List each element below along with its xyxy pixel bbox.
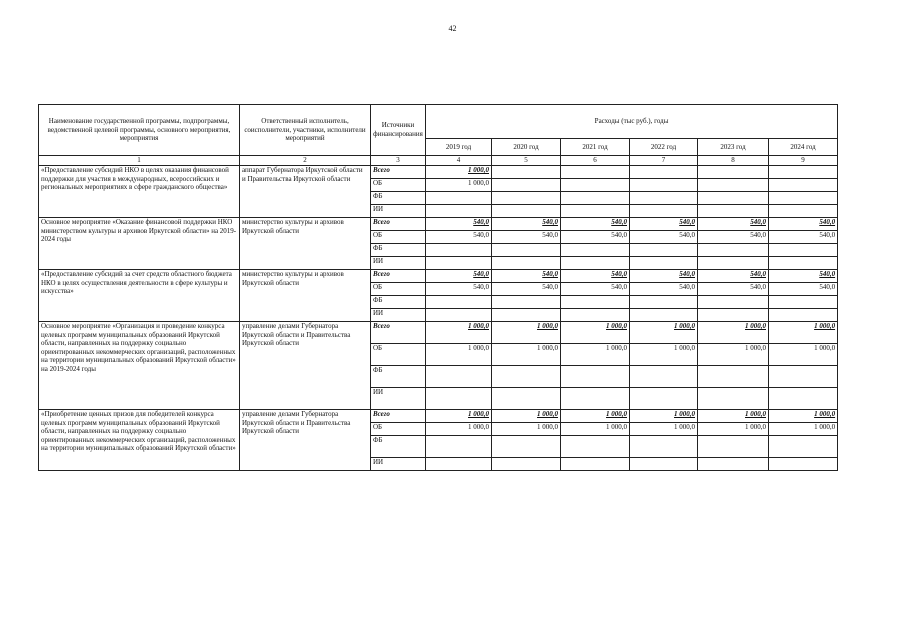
expense-value: 1 000,0: [426, 179, 492, 192]
funding-source: Всего: [371, 322, 426, 344]
expense-value: 1 000,0: [426, 344, 492, 366]
expense-value: [630, 366, 698, 388]
expense-value: 1 000,0: [492, 344, 561, 366]
expense-value: [769, 458, 838, 471]
expense-value: [769, 166, 838, 179]
expense-value: 1 000,0: [769, 344, 838, 366]
executor: министерство культуры и архивов Иркутской области: [240, 218, 371, 270]
financing-table: [38, 104, 838, 471]
expense-value: 1 000,0: [426, 410, 492, 423]
measure-name: Основное мероприятие «Оказание финансовой поддержки НКО министерством культуры и архивов Иркутской области» на 2019-2024 годы: [39, 218, 240, 270]
expense-value: [561, 388, 630, 410]
header-year: 2019 год: [426, 139, 492, 156]
expense-value: [492, 244, 561, 257]
column-number: 8: [698, 156, 769, 166]
expense-value: [630, 436, 698, 458]
expense-value: [492, 166, 561, 179]
measure-name: «Приобретение ценных призов для победителей конкурса целевых программ муниципальных образований Иркутской области, направленных на поддержку социально ориентированных некоммерческих организаций, расположенных на территории муниципальных образований Иркутской области»: [39, 410, 240, 471]
expense-value: [630, 388, 698, 410]
expense-value: 540,0: [698, 270, 769, 283]
expense-value: [492, 388, 561, 410]
funding-source: ИИ: [371, 257, 426, 270]
expense-value: [492, 309, 561, 322]
expense-value: [769, 388, 838, 410]
table-row: [39, 270, 838, 283]
table-body: [39, 166, 838, 471]
funding-source: ФБ: [371, 244, 426, 257]
expense-value: [426, 458, 492, 471]
expense-value: [630, 458, 698, 471]
expense-value: [698, 244, 769, 257]
page-number: 42: [448, 24, 457, 33]
executor: министерство культуры и архивов Иркутской области: [240, 270, 371, 322]
expense-value: [561, 179, 630, 192]
table-row: [39, 166, 838, 179]
expense-value: 540,0: [426, 218, 492, 231]
column-number: 6: [561, 156, 630, 166]
expense-value: [492, 179, 561, 192]
table-row: [39, 322, 838, 344]
expense-value: 1 000,0: [698, 410, 769, 423]
header-source: Источники финансирования: [371, 105, 426, 156]
expense-value: [630, 205, 698, 218]
expense-value: 540,0: [561, 231, 630, 244]
expense-value: 1 000,0: [561, 344, 630, 366]
column-number-row: [39, 156, 838, 166]
expense-value: [698, 179, 769, 192]
expense-value: [698, 192, 769, 205]
expense-value: [492, 192, 561, 205]
expense-value: 1 000,0: [561, 410, 630, 423]
expense-value: 540,0: [630, 231, 698, 244]
expense-value: [630, 257, 698, 270]
expense-value: [698, 436, 769, 458]
funding-source: ФБ: [371, 296, 426, 309]
expense-value: 540,0: [426, 283, 492, 296]
expense-value: [561, 296, 630, 309]
funding-source: ИИ: [371, 388, 426, 410]
column-number: 5: [492, 156, 561, 166]
expense-value: 540,0: [492, 283, 561, 296]
expense-value: 540,0: [769, 283, 838, 296]
table-row: [39, 410, 838, 423]
expense-value: [561, 366, 630, 388]
expense-value: [769, 205, 838, 218]
expense-value: [698, 458, 769, 471]
expense-value: 1 000,0: [561, 322, 630, 344]
column-number: 2: [240, 156, 371, 166]
table-row: [39, 218, 838, 231]
expense-value: 1 000,0: [698, 423, 769, 436]
expense-value: 1 000,0: [630, 410, 698, 423]
expense-value: [492, 257, 561, 270]
expense-value: [492, 366, 561, 388]
expense-value: 1 000,0: [630, 322, 698, 344]
expense-value: 540,0: [630, 270, 698, 283]
expense-value: [769, 309, 838, 322]
expense-value: [561, 458, 630, 471]
funding-source: ФБ: [371, 366, 426, 388]
funding-source: Всего: [371, 270, 426, 283]
expense-value: [769, 244, 838, 257]
funding-source: Всего: [371, 218, 426, 231]
expense-value: 1 000,0: [698, 344, 769, 366]
expense-value: 1 000,0: [769, 322, 838, 344]
expense-value: [698, 366, 769, 388]
measure-name: «Предоставление субсидий за счет средств областного бюджета НКО в целях осуществления деятельности в сфере культуры и искусства»: [39, 270, 240, 322]
funding-source: ИИ: [371, 205, 426, 218]
header-year: 2020 год: [492, 139, 561, 156]
measure-name: Основное мероприятие «Организация и проведение конкурса целевых программ муниципальных образований Иркутской области, направленных на поддержку социально ориентированных некоммерческих организаций, расположенных на территории муниципальных образований Иркутской области» на 2019-2024 годы: [39, 322, 240, 410]
executor: управление делами Губернатора Иркутской области и Правительства Иркутской области: [240, 410, 371, 471]
expense-value: 1 000,0: [492, 410, 561, 423]
expense-value: [561, 244, 630, 257]
expense-value: [426, 366, 492, 388]
expense-value: 540,0: [698, 231, 769, 244]
funding-source: Всего: [371, 410, 426, 423]
expense-value: [630, 166, 698, 179]
column-number: 9: [769, 156, 838, 166]
expense-value: [769, 192, 838, 205]
expense-value: 1 000,0: [630, 423, 698, 436]
expense-value: [561, 166, 630, 179]
expense-value: [698, 205, 769, 218]
expense-value: 1 000,0: [698, 322, 769, 344]
header-executor: Ответственный исполнитель, соисполнители, участники, исполнители мероприятий: [240, 105, 371, 156]
expense-value: [630, 296, 698, 309]
expense-value: 540,0: [630, 283, 698, 296]
header-year: 2021 год: [561, 139, 630, 156]
expense-value: [426, 388, 492, 410]
expense-value: 540,0: [426, 231, 492, 244]
expense-value: 1 000,0: [426, 322, 492, 344]
expense-value: [769, 436, 838, 458]
expense-value: 540,0: [769, 218, 838, 231]
header-year: 2022 год: [630, 139, 698, 156]
expense-value: 540,0: [492, 231, 561, 244]
expense-value: [426, 436, 492, 458]
expense-value: 540,0: [561, 218, 630, 231]
expense-value: [630, 192, 698, 205]
expense-value: [630, 179, 698, 192]
funding-source: ОБ: [371, 283, 426, 296]
expense-value: [698, 296, 769, 309]
expense-value: 540,0: [561, 283, 630, 296]
expense-value: 540,0: [630, 218, 698, 231]
expense-value: 540,0: [769, 270, 838, 283]
expense-value: [426, 192, 492, 205]
expense-value: [630, 244, 698, 257]
expense-value: [561, 192, 630, 205]
expense-value: [698, 257, 769, 270]
expense-value: [426, 257, 492, 270]
header-expenses: Расходы (тыс руб.), годы: [426, 105, 838, 139]
funding-source: ИИ: [371, 458, 426, 471]
expense-value: [492, 296, 561, 309]
expense-value: 540,0: [698, 283, 769, 296]
expense-value: 1 000,0: [426, 166, 492, 179]
expense-value: [426, 205, 492, 218]
column-number: 1: [39, 156, 240, 166]
expense-value: 540,0: [769, 231, 838, 244]
expense-value: [769, 296, 838, 309]
expense-value: 1 000,0: [426, 423, 492, 436]
column-number: 3: [371, 156, 426, 166]
expense-value: [698, 388, 769, 410]
expense-value: [769, 257, 838, 270]
expense-value: 1 000,0: [492, 423, 561, 436]
expense-value: [561, 309, 630, 322]
expense-value: [492, 205, 561, 218]
expense-value: [492, 458, 561, 471]
funding-source: ОБ: [371, 179, 426, 192]
expense-value: 1 000,0: [630, 344, 698, 366]
funding-source: ОБ: [371, 344, 426, 366]
expense-value: [492, 436, 561, 458]
expense-value: 1 000,0: [492, 322, 561, 344]
funding-source: Всего: [371, 166, 426, 179]
expense-value: 540,0: [492, 218, 561, 231]
expense-value: [561, 257, 630, 270]
funding-source: ФБ: [371, 192, 426, 205]
expense-value: [698, 166, 769, 179]
expense-value: [426, 309, 492, 322]
column-number: 7: [630, 156, 698, 166]
header-name: Наименование государственной программы, подпрограммы, ведомственной целевой программы, основного мероприятия, мероприятия: [39, 105, 240, 156]
column-number: 4: [426, 156, 492, 166]
expense-value: 1 000,0: [769, 423, 838, 436]
expense-value: [426, 244, 492, 257]
funding-source: ОБ: [371, 231, 426, 244]
expense-value: 540,0: [426, 270, 492, 283]
header-year: 2023 год: [698, 139, 769, 156]
expense-value: [426, 296, 492, 309]
expense-value: [561, 436, 630, 458]
funding-source: ОБ: [371, 423, 426, 436]
expense-value: 1 000,0: [769, 410, 838, 423]
executor: управление делами Губернатора Иркутской области и Правительства Иркутской области: [240, 322, 371, 410]
expense-value: 540,0: [698, 218, 769, 231]
expense-value: [630, 309, 698, 322]
header-year: 2024 год: [769, 139, 838, 156]
expense-value: [561, 205, 630, 218]
expense-value: 540,0: [561, 270, 630, 283]
executor: аппарат Губернатора Иркутской области и Правительства Иркутской области: [240, 166, 371, 218]
expense-value: 1 000,0: [561, 423, 630, 436]
expense-value: [698, 309, 769, 322]
funding-source: ФБ: [371, 436, 426, 458]
expense-value: 540,0: [492, 270, 561, 283]
funding-source: ИИ: [371, 309, 426, 322]
expense-value: [769, 179, 838, 192]
measure-name: «Предоставление субсидий НКО в целях оказания финансовой поддержки для участия в международных, всероссийских и региональных мероприятиях в сфере гражданского общества»: [39, 166, 240, 218]
expense-value: [769, 366, 838, 388]
